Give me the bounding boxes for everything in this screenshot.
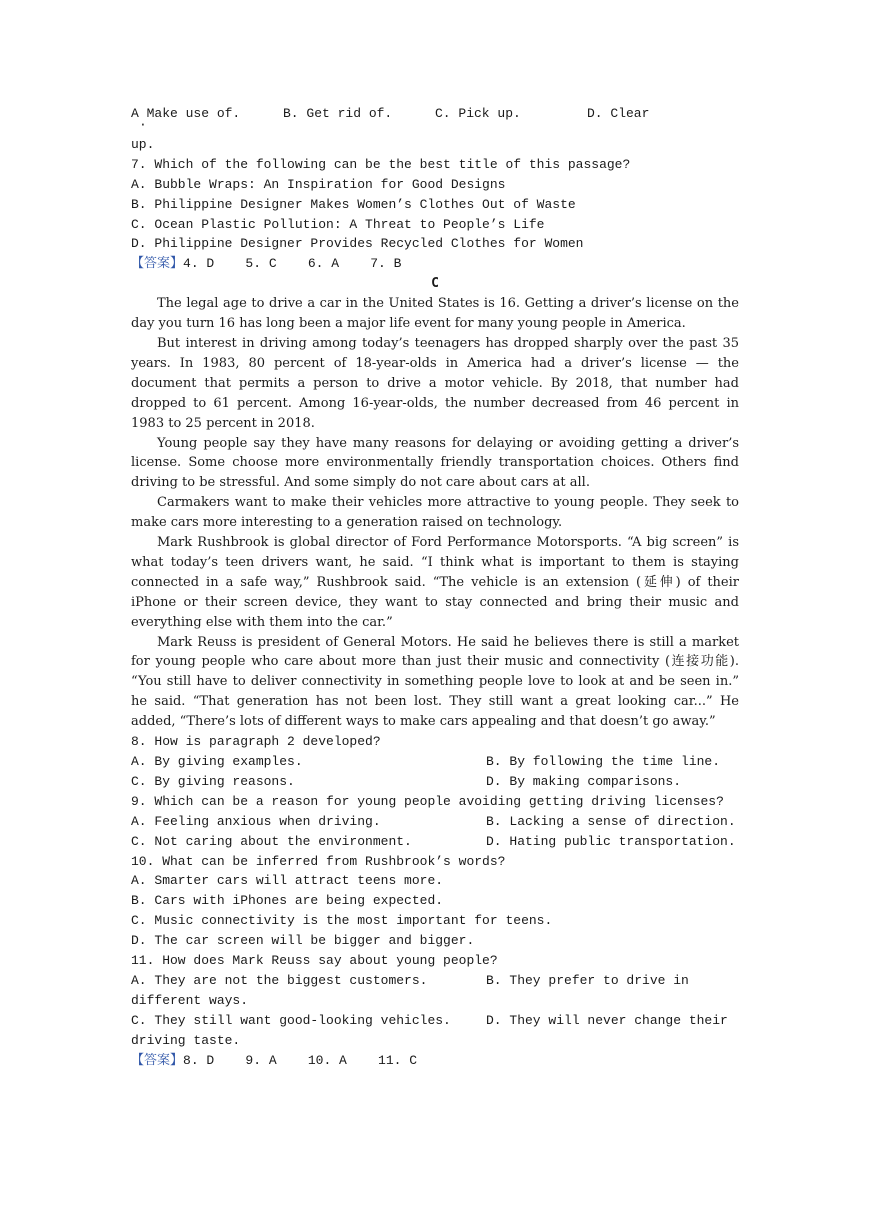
q8-option-d: D. By making comparisons. — [486, 773, 682, 789]
q9-row-2 — [131, 832, 739, 852]
q8-row-2 — [131, 772, 739, 792]
q10-option-b: B. Cars with iPhones are being expected. — [131, 893, 444, 909]
answer-line-1 — [131, 254, 739, 274]
q6-option-c: C. Pick up. — [435, 106, 521, 121]
q11-row-1 — [131, 971, 739, 991]
q6-option-b: B. Get rid of. — [283, 106, 393, 121]
q10-option-a: A. Smarter cars will attract teens more. — [131, 873, 444, 889]
q11-option-d-wrap: driving taste. — [131, 1032, 241, 1048]
q9-option-a: A. Feeling anxious when driving. — [131, 813, 381, 829]
q11-option-c: C. They still want good-looking vehicles. — [131, 1012, 451, 1028]
answer-line-2 — [131, 1051, 739, 1071]
q9-stem: 9. Which can be a reason for young people avoiding getting driving licenses? — [131, 793, 724, 809]
q8-option-a: A. By giving examples. — [131, 754, 303, 769]
q8-stem: 8. How is paragraph 2 developed? — [131, 734, 381, 750]
q6-option-d: D. Clear — [587, 106, 650, 121]
paragraph-5: Mark Rushbrook is global director of Ford Performance Motorsports. “A big screen” is what today’s teen drivers want, he said. “I think what is important to them is staying connected in a safe way,” Rushbrook said. “The vehicle is an extension (延伸) of their iPhone or their screen device, they want to stay connected and bring their music and everything else with them into the car.” — [131, 535, 739, 630]
paragraph-2: But interest in driving among today’s teenagers has dropped sharply over the past 35 years. In 1983, 80 percent of 18-year-olds in America had a driver’s license — the document that permits a person to drive a motor vehicle. By 2018, that number had dropped to 61 percent. Among 16-year-olds, the number decreased from 46 percent in 1983 to 25 percent in 2018. — [131, 335, 739, 431]
q8-option-b: B. By following the time line. — [486, 754, 721, 769]
q11-option-b: B. They prefer to drive in — [486, 972, 689, 988]
q7-option-c: C. Ocean Plastic Pollution: A Threat to People’s Life — [131, 216, 545, 232]
q11-option-b-wrap: different ways. — [131, 992, 249, 1008]
q9-option-d: D. Hating public transportation. — [486, 833, 736, 849]
q9-row-1 — [131, 812, 739, 832]
q8-row-1 — [131, 752, 739, 772]
q11-option-d: D. They will never change their — [486, 1012, 728, 1028]
q7-stem: 7. Which of the following can be the best title of this passage? — [131, 156, 631, 172]
answer-tag: 【答案】 — [131, 1052, 184, 1068]
paragraph-1: The legal age to drive a car in the United States is 16. Getting a driver’s license on the day you turn 16 has long been a major life event for many young people in America. — [131, 296, 739, 332]
document-page — [131, 104, 739, 1071]
q6-option-a: A Make use of. · — [131, 104, 283, 124]
paragraph-4: Carmakers want to make their vehicles more attractive to young people. They seek to make cars more interesting to a generation raised on technology. — [131, 495, 739, 531]
answer-text: 4. D 5. C 6. A 7. B — [183, 256, 402, 272]
q10-option-c: C. Music connectivity is the most important for teens. — [131, 913, 553, 929]
q10-option-d: D. The car screen will be bigger and bigger. — [131, 933, 475, 949]
q11-option-a: A. They are not the biggest customers. — [131, 972, 428, 988]
answer-text: 8. D 9. A 10. A 11. C — [183, 1052, 418, 1068]
q11-row-2 — [131, 1011, 739, 1031]
q8-option-c: C. By giving reasons. — [131, 773, 295, 789]
q7-option-d: D. Philippine Designer Provides Recycled Clothes for Women — [131, 236, 584, 252]
q6-options — [131, 104, 739, 124]
q10-stem: 10. What can be inferred from Rushbrook’s words? — [131, 853, 506, 869]
q9-option-b: B. Lacking a sense of direction. — [486, 813, 736, 829]
paragraph-3: Young people say they have many reasons for delaying or avoiding getting a driver’s license. Some choose more environmentally friendly transportation choices. Others find driving to be stressful. And some simply do not care about cars at all. — [131, 435, 739, 491]
q7-option-a: A. Bubble Wraps: An Inspiration for Good Designs — [131, 176, 506, 192]
q6-option-d-wrap: up. — [131, 136, 155, 152]
q11-stem: 11. How does Mark Reuss say about young people? — [131, 953, 498, 969]
paragraph-6: Mark Reuss is president of General Motors. He said he believes there is still a market for young people who care about more than just their music and connectivity (连接功能). “You still have to deliver connectivity in something people love to look at and be seen in.” he said. “That generation has not been lost. They still want a great looking car...” He added, “There’s lots of different ways to make cars appealing and that doesn’t go away.” — [131, 634, 739, 730]
q7-option-b: B. Philippine Designer Makes Women’s Clothes Out of Waste — [131, 196, 576, 212]
section-title: C — [431, 276, 439, 292]
q9-option-c: C. Not caring about the environment. — [131, 833, 412, 849]
answer-tag: 【答案】 — [131, 256, 184, 272]
